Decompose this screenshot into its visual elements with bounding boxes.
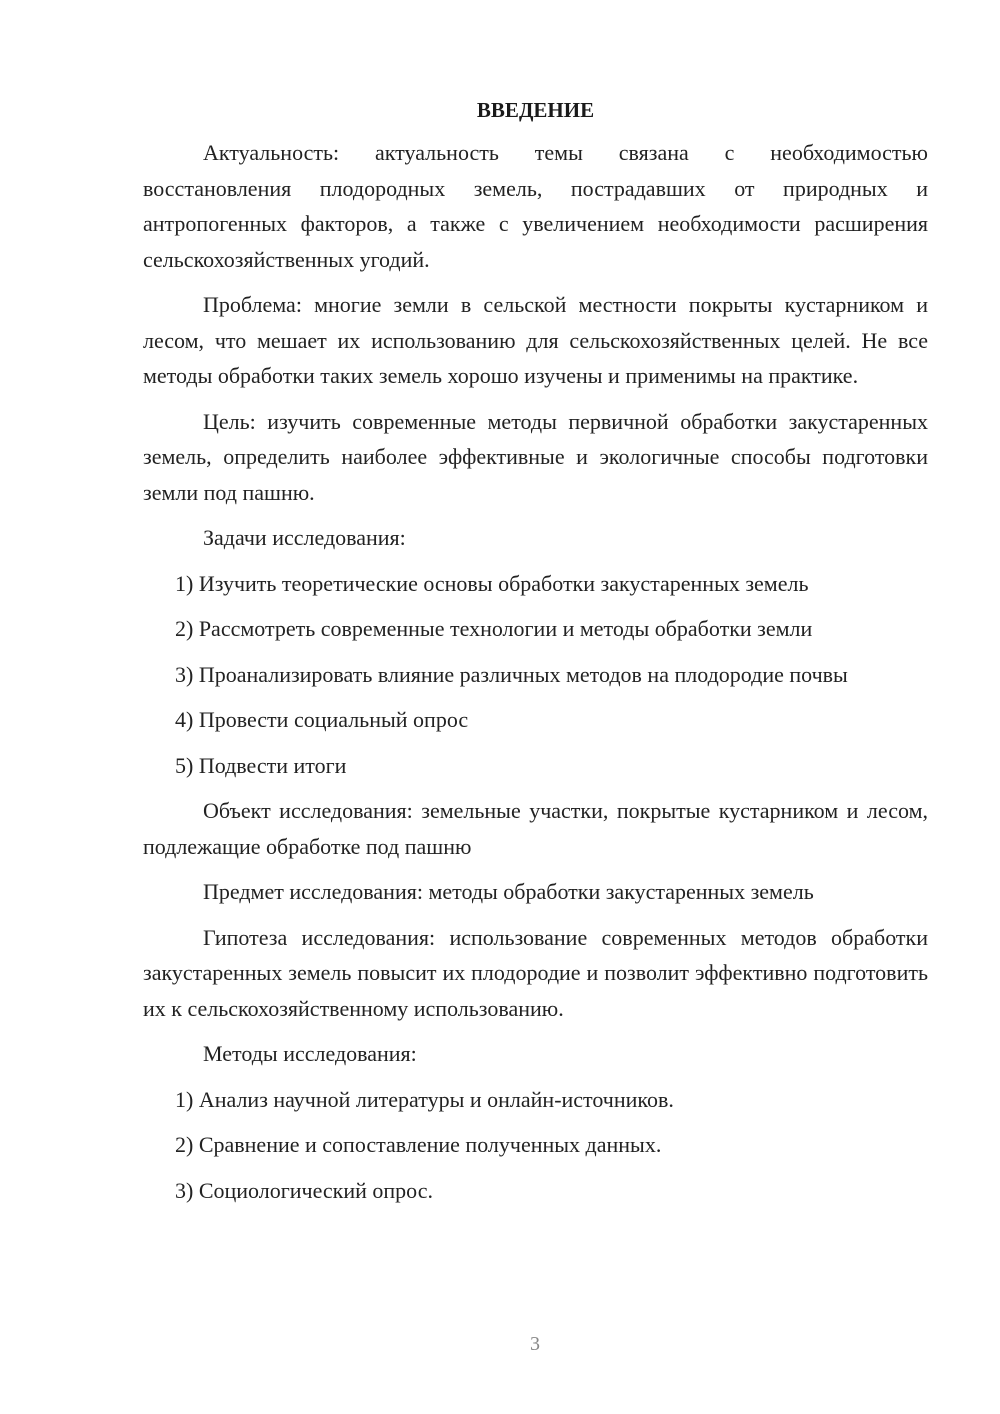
task-item-5: 5) Подвести итоги (175, 752, 347, 778)
document-page (143, 93, 928, 1218)
object-paragraph: Объект исследования: земельные участки, покрытые кустарником и лесом, подлежащие обработке под пашню (143, 798, 928, 859)
hypothesis-paragraph: Гипотеза исследования: использование современных методов обработки закустаренных земель повысит их плодородие и позволит эффективно подготовить их к сельскохозяйственному использованию. (143, 924, 928, 1021)
task-item-1: 1) Изучить теоретические основы обработки закустаренных земель (175, 570, 809, 596)
method-item-2: 2) Сравнение и сопоставление полученных данных. (175, 1132, 662, 1157)
methods-heading: Методы исследования: (203, 1041, 417, 1066)
section-title: ВВЕДЕНИЕ (476, 98, 595, 122)
tasks-heading: Задачи исследования: (203, 525, 406, 550)
page-number: 3 (530, 1333, 540, 1355)
relevance-paragraph: Актуальность: актуальность темы связана с необходимостью восстановления плодородных земель, пострадавших от природных и антропогенных факторов, а также с увеличением необходимости расширения сельскохозяйственных угодий. (143, 140, 928, 272)
task-item-2: 2) Рассмотреть современные технологии и методы обработки земли (175, 616, 813, 641)
problem-paragraph: Проблема: многие земли в сельской местности покрыты кустарником и лесом, что мешает их использованию для сельскохозяйственных целей. Не все методы обработки таких земель хорошо изучены и применимы на практике. (143, 292, 928, 388)
goal-paragraph: Цель: изучить современные методы первичной обработки закустаренных земель, определить наиболее эффективные и экологичные способы подготовки земли под пашню. (143, 408, 928, 505)
task-item-4: 4) Провести социальный опрос (175, 707, 469, 732)
subject-paragraph: Предмет исследования: методы обработки закустаренных земель (203, 879, 814, 904)
method-item-3: 3) Социологический опрос. (175, 1177, 433, 1203)
method-item-1: 1) Анализ научной литературы и онлайн-источников. (175, 1086, 674, 1112)
task-item-3: 3) Проанализировать влияние различных методов на плодородие почвы (175, 661, 848, 687)
